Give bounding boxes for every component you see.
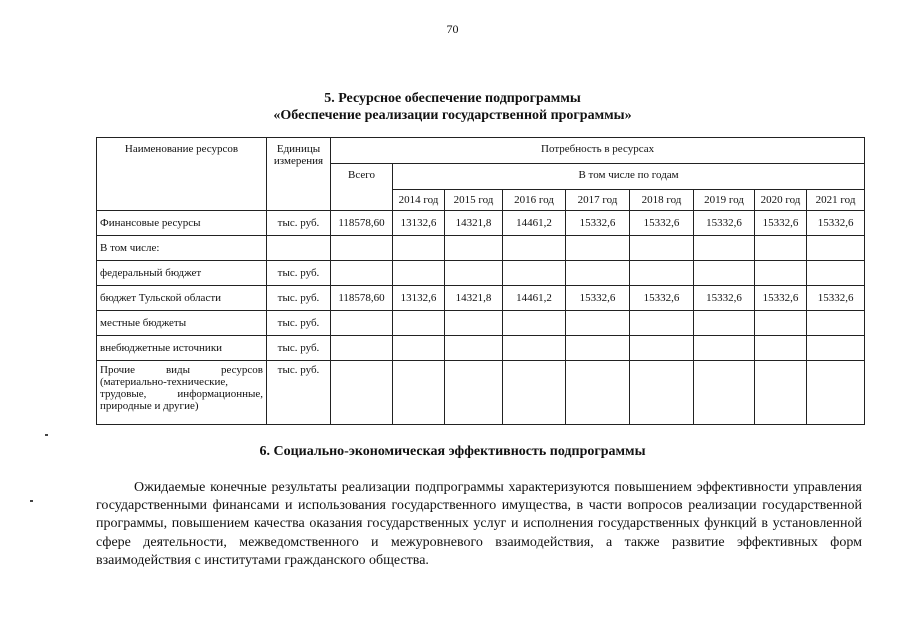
table-row xyxy=(97,286,865,311)
row-year-value xyxy=(807,261,865,286)
row-year-value: 15332,6 xyxy=(807,211,865,236)
table-row xyxy=(97,236,865,261)
row-unit: тыс. руб. xyxy=(267,286,331,311)
row-year-value xyxy=(503,311,566,336)
row-year-value: 15332,6 xyxy=(566,211,630,236)
row-year-value: 13132,6 xyxy=(393,211,445,236)
row-year-value: 15332,6 xyxy=(630,211,694,236)
row-year-value: 15332,6 xyxy=(755,286,807,311)
header-year: 2020 год xyxy=(755,190,807,211)
table-row xyxy=(97,311,865,336)
row-year-value: 14461,2 xyxy=(503,286,566,311)
row-year-value: 15332,6 xyxy=(566,286,630,311)
header-year: 2018 год xyxy=(630,190,694,211)
row-year-value xyxy=(694,361,755,425)
row-year-value xyxy=(445,261,503,286)
header-resource-name: Наименование ресурсов xyxy=(97,138,267,211)
scan-mark xyxy=(30,500,33,502)
row-total xyxy=(331,261,393,286)
row-year-value: 13132,6 xyxy=(393,286,445,311)
row-resource-name: бюджет Тульской области xyxy=(97,286,267,311)
header-resource-need: Потребность в ресурсах xyxy=(331,138,865,164)
table-row xyxy=(97,211,865,236)
row-year-value xyxy=(393,236,445,261)
row-year-value xyxy=(630,311,694,336)
row-year-value: 15332,6 xyxy=(755,211,807,236)
row-year-value xyxy=(393,261,445,286)
row-resource-name: местные бюджеты xyxy=(97,311,267,336)
header-total: Всего xyxy=(331,164,393,211)
section-5-title-line-1: 5. Ресурсное обеспечение подпрограммы xyxy=(324,91,581,106)
row-year-value: 14461,2 xyxy=(503,211,566,236)
row-resource-name xyxy=(97,361,267,425)
row-year-value xyxy=(503,336,566,361)
row-year-value xyxy=(566,236,630,261)
row-resource-name: федеральный бюджет xyxy=(97,261,267,286)
row-year-value xyxy=(807,361,865,425)
row-total xyxy=(331,361,393,425)
row-year-value xyxy=(807,336,865,361)
row-unit: тыс. руб. xyxy=(267,211,331,236)
row-total: 118578,60 xyxy=(331,211,393,236)
row-year-value xyxy=(755,361,807,425)
row-year-value xyxy=(694,236,755,261)
section-6-paragraph: Ожидаемые конечные результаты реализации подпрограммы характеризуются повышением эффективности управления государственными финансами и использования государственного имущества, в части вопросов реализации государственной программы, повышением качества оказания государственных услуг и исполнения государственных функций в установленной сфере деятельности, межведомственного и межуровневого взаимодействия, а также развитие эффективных форм взаимодействия с институтами гражданского общества. xyxy=(96,480,862,568)
header-year: 2016 год xyxy=(503,190,566,211)
header-year: 2019 год xyxy=(694,190,755,211)
row-year-value xyxy=(694,261,755,286)
row-unit: тыс. руб. xyxy=(267,336,331,361)
row-year-value: 15332,6 xyxy=(630,286,694,311)
table-row xyxy=(97,336,865,361)
row-year-value xyxy=(807,311,865,336)
row-unit: тыс. руб. xyxy=(267,261,331,286)
row-resource-name: внебюджетные источники xyxy=(97,336,267,361)
page-number: 70 xyxy=(446,22,459,36)
row-year-value xyxy=(445,361,503,425)
row-year-value xyxy=(694,336,755,361)
row-year-value xyxy=(755,336,807,361)
row-resource-name: В том числе: xyxy=(97,236,267,261)
row-year-value xyxy=(393,361,445,425)
row-year-value: 15332,6 xyxy=(694,211,755,236)
header-year: 2017 год xyxy=(566,190,630,211)
row-year-value: 15332,6 xyxy=(694,286,755,311)
row-unit: тыс. руб. xyxy=(267,361,331,425)
row-unit xyxy=(267,236,331,261)
header-by-years: В том числе по годам xyxy=(393,164,865,190)
table-row xyxy=(97,261,865,286)
row-year-value xyxy=(393,336,445,361)
section-6-title: 6. Социально-экономическая эффективность подпрограммы xyxy=(259,444,646,459)
section-5-title xyxy=(0,90,905,124)
row-year-value: 15332,6 xyxy=(807,286,865,311)
row-year-value xyxy=(503,236,566,261)
row-year-value xyxy=(445,336,503,361)
row-resource-name-line-1: Прочие виды ресурсов xyxy=(100,364,263,376)
row-year-value xyxy=(566,336,630,361)
row-year-value xyxy=(630,236,694,261)
row-resource-name-rest: (материально-технические, трудовые, информационные, природные и другие) xyxy=(100,376,263,412)
row-total: 118578,60 xyxy=(331,286,393,311)
row-year-value xyxy=(445,236,503,261)
row-year-value xyxy=(807,236,865,261)
header-year: 2015 год xyxy=(445,190,503,211)
row-year-value xyxy=(503,261,566,286)
header-year: 2014 год xyxy=(393,190,445,211)
row-year-value xyxy=(755,261,807,286)
row-total xyxy=(331,336,393,361)
row-year-value xyxy=(393,311,445,336)
row-total xyxy=(331,311,393,336)
row-year-value: 14321,8 xyxy=(445,286,503,311)
row-year-value xyxy=(566,311,630,336)
row-year-value xyxy=(755,236,807,261)
row-year-value xyxy=(445,311,503,336)
section-5-title-line-2: «Обеспечение реализации государственной программы» xyxy=(273,108,632,123)
row-year-value xyxy=(630,261,694,286)
row-year-value xyxy=(755,311,807,336)
row-year-value xyxy=(566,261,630,286)
table-row xyxy=(97,361,865,425)
header-year: 2021 год xyxy=(807,190,865,211)
row-year-value xyxy=(630,336,694,361)
row-unit: тыс. руб. xyxy=(267,311,331,336)
row-year-value xyxy=(694,311,755,336)
row-year-value xyxy=(503,361,566,425)
row-year-value xyxy=(630,361,694,425)
row-year-value xyxy=(566,361,630,425)
row-total xyxy=(331,236,393,261)
resource-table xyxy=(96,137,865,425)
row-year-value: 14321,8 xyxy=(445,211,503,236)
row-resource-name: Финансовые ресурсы xyxy=(97,211,267,236)
scan-mark xyxy=(45,434,48,436)
header-unit: Единицы измерения xyxy=(267,138,331,211)
